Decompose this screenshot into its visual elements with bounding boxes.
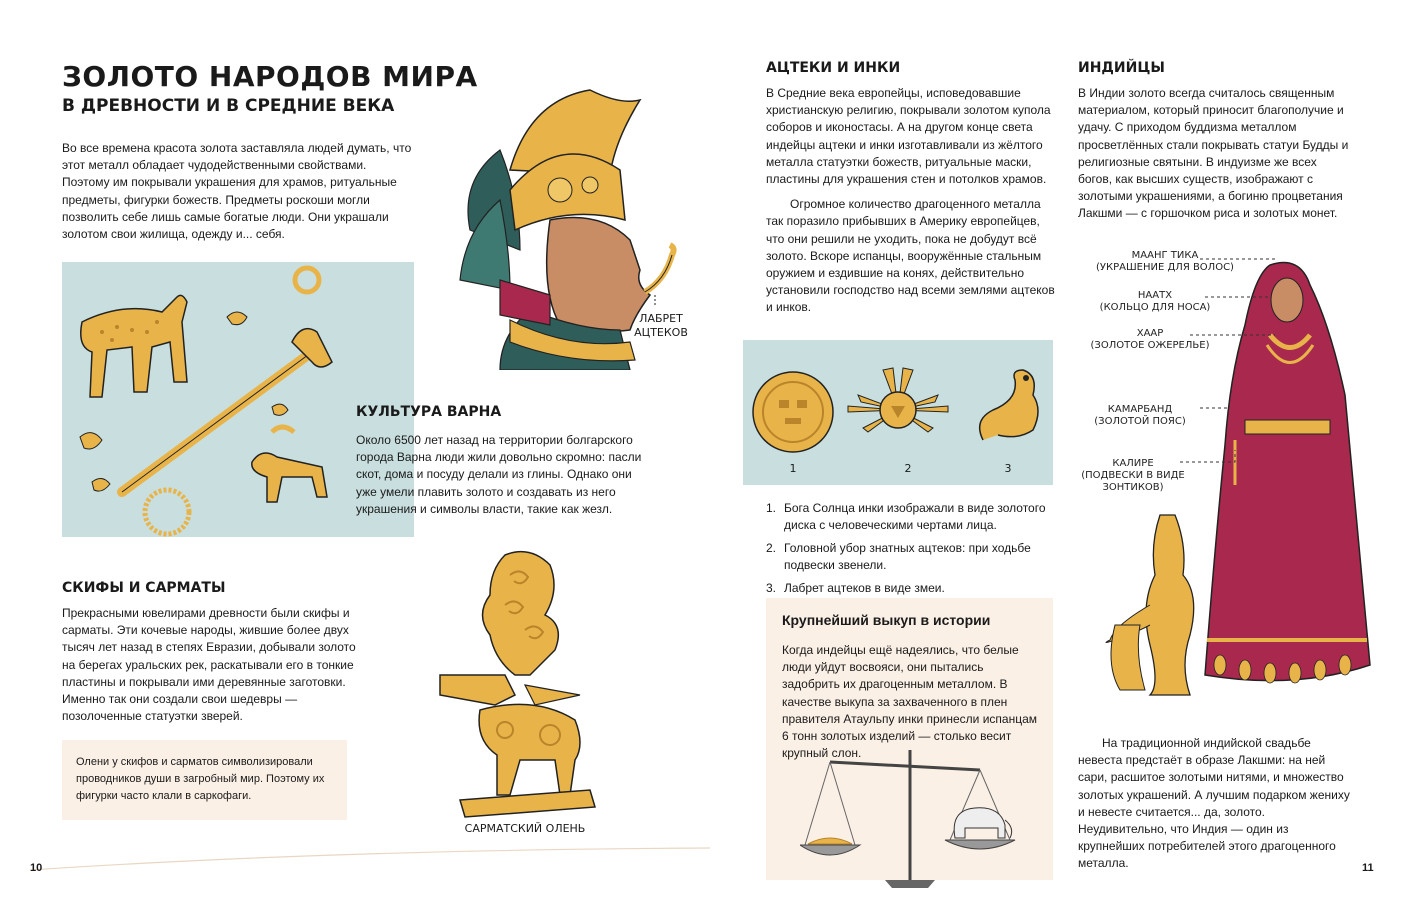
label-desc: (ЗОЛОТОЕ ОЖЕРЕЛЬЕ) xyxy=(1090,340,1210,351)
label-line-2: АЦТЕКОВ xyxy=(634,326,688,339)
label-desc: (КОЛЬЦО ДЛЯ НОСА) xyxy=(1099,302,1211,313)
sarmatian-deer-label: САРМАТСКИЙ ОЛЕНЬ xyxy=(464,822,586,835)
list-item-text: Головной убор знатных ацтеков: при ходьбе подвески звенели. xyxy=(784,541,1031,572)
artifact-number-2: 2 xyxy=(904,462,912,475)
list-item-number: 3. xyxy=(766,581,777,595)
list-item xyxy=(766,580,1056,597)
page-subtitle: В ДРЕВНОСТИ И В СРЕДНИЕ ВЕКА xyxy=(62,96,395,116)
label-name: МААНГ ТИКА xyxy=(1131,250,1199,261)
label-desc: (ЗОЛОТОЙ ПОЯС) xyxy=(1094,416,1186,427)
decorative-curve xyxy=(30,840,710,880)
aztecs-paragraph-1: В Средние века европейцы, исповедовавшие христианскую религию, покрывали золотом купола соборов и иконостасы. А на другом конце света индейцы ацтеки и инки изготавливали из жёлтого металла статуэтки божеств, ритуальные маски, пластины для украшения стен и потолков храмов. xyxy=(766,86,1051,187)
sarmatian-deer-illustration xyxy=(435,545,615,820)
artifact-number-1: 1 xyxy=(789,462,797,475)
list-item xyxy=(766,500,1056,534)
label-name: КАМАРБАНД xyxy=(1107,404,1173,415)
label-name: ХААР xyxy=(1136,328,1164,339)
artifact-number-3: 3 xyxy=(1004,462,1012,475)
label-pointer-lines xyxy=(1170,255,1290,475)
varna-paragraph: Около 6500 лет назад на территории болгарского города Варна люди жили довольно скромно: пасли скот, дома и посуду делали из глины. Однако они уже умели плавить золото и создавать из него украшения и символы власти, такие как жезл. xyxy=(356,433,642,516)
deer-note-text: Олени у скифов и сарматов символизировали проводников души в загробный мир. Поэтому их фигурки часто клали в саркофаги. xyxy=(76,756,325,802)
page-title: ЗОЛОТО НАРОДОВ МИРА xyxy=(62,60,478,93)
list-item-number: 2. xyxy=(766,541,777,555)
list-item-number: 1. xyxy=(766,501,777,515)
wedding-paragraph: На традиционной индийской свадьбе невеста предстаёт в образе Лакшми: на ней сари, расшитое золотыми нитями, и множество золотых украшений. А лучшим подарком жениху и невесте считается... да, золото. Неудивительно, что Индия — один из крупнейших потребителей этого драгоценного металла. xyxy=(1078,736,1350,871)
page-number-right: 11 xyxy=(1362,862,1374,874)
label-desc: (ПОДВЕСКИ В ВИДЕ ЗОНТИКОВ) xyxy=(1081,470,1185,493)
page-number-left: 10 xyxy=(30,862,43,874)
list-item-text: Лабрет ацтеков в виде змеи. xyxy=(784,581,945,595)
aztecs-paragraph-2: Огромное количество драгоценного металла так поразило прибывших в Америку европейцев, что они решили не уходить, пока не добудут всё золото. Вскоре испанцы, вооружённые стальным оружием и ездившие на конях, действительно установили господство над всеми землями ацтеков и инков. xyxy=(766,197,1055,315)
artifacts-list xyxy=(766,500,1056,603)
list-item-text: Бога Солнца инки изображали в виде золотого диска с человеческими чертами лица. xyxy=(784,501,1046,532)
ransom-text: Когда индейцы ещё надеялись, что белые люди уйдут восвояси, они пытались задобрить их драгоценным металлом. В качестве выкупа за захваченного в плен правителя Атаульпу инки принесли испанцам 6 тонн золотых изделий — столько весит крупный слон. xyxy=(782,643,1037,761)
scales-illustration xyxy=(800,740,1020,890)
india-paragraph: В Индии золото всегда считалось священным материалом, который приносит благополучие и удачу. С приходом буддизма металлом просветлённых стали покрывать статуи Будды и религиозные святыни. В индуизме же всех богов, как высших существ, изображают с золотыми украшениями, а богиню процветания Лакшми — с горшочком риса и золотых монет. xyxy=(1078,86,1349,221)
label-name: НААТХ xyxy=(1137,290,1173,301)
ransom-heading: Крупнейший выкуп в истории xyxy=(782,612,991,628)
label-name: КАЛИРЕ xyxy=(1112,458,1154,469)
india-wedding-text xyxy=(1078,735,1353,873)
aztecs-text xyxy=(766,85,1056,317)
aztec-labret-label xyxy=(626,312,696,340)
label-line-1: ЛАБРЕТ xyxy=(639,312,683,325)
deer-note-box xyxy=(62,740,347,820)
aztecs-heading: АЦТЕКИ И ИНКИ xyxy=(766,60,901,76)
label-desc: (УКРАШЕНИЕ ДЛЯ ВОЛОС) xyxy=(1096,262,1234,273)
intro-paragraph: Во все времена красота золота заставляла людей думать, что этот металл обладает чудодейственными свойствами. Поэтому им покрывали украшения для храмов, ритуальные предметы, фигурки божеств. Предметы роскоши могли позволить себе лишь самые богатые люди. Они украшали золотом свои жилища, одежду и... себя. xyxy=(62,141,412,242)
scythians-heading: СКИФЫ И САРМАТЫ xyxy=(62,580,226,596)
varna-heading: КУЛЬТУРА ВАРНА xyxy=(356,404,502,420)
list-item xyxy=(766,540,1056,574)
india-heading: ИНДИЙЦЫ xyxy=(1078,60,1165,76)
scythians-paragraph: Прекрасными ювелирами древности были скифы и сарматы. Эти кочевые народы, жившие более двух тысяч лет назад в степях Евразии, добывали золото на берегах уральских рек, раскатывали его в тонкие пластины и покрывали ими деревянные заготовки. Именно так они создали свои шедевры — позолоченные статуэтки зверей. xyxy=(62,606,356,724)
inca-artifacts-panel xyxy=(743,340,1053,485)
